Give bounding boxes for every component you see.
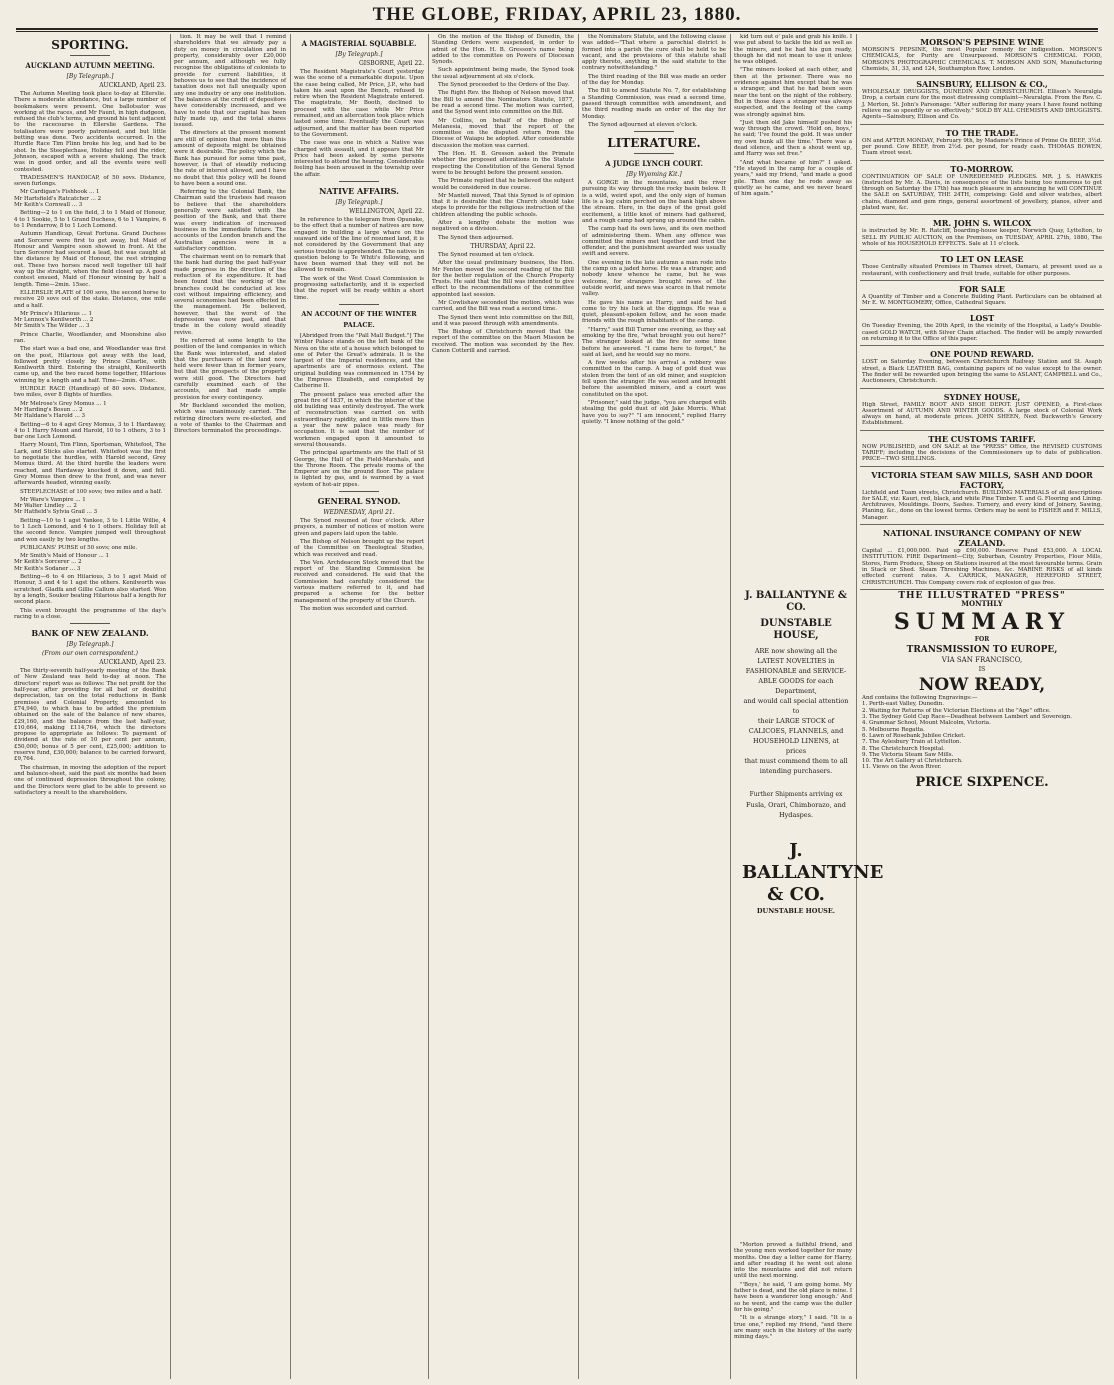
advert-title: TO-MORROW. xyxy=(950,163,1014,174)
advert-text: Capital ... £1,000,000. Paid up £90,000. Reserve Fund £53,000. A LOCAL INSTITUTION. FIRE Department—City, Suburban, Country Properties, Flour Mills, Stores, Farm Produce, Sheep on Stations insured at the most favourable terms. Grain in Stack or Shed. Steam Threshing Machines, &c. MARINE RISKS of all kinds effected current rates. A. CARRICK, MANAGER, HEREFORD STREET, CHRISTCHURCH. This Company covers risk of explosion of gas free. xyxy=(862,548,1102,586)
advert-line: ARE now showing all the xyxy=(754,647,838,655)
column-divider xyxy=(290,34,291,1379)
advert-line: HOUSEHOLD LINENS, at prices xyxy=(752,737,840,755)
rule xyxy=(634,153,674,154)
paragraph: On the motion of the Bishop of Dunedin, the Standing Orders were suspended, in order to admit of the Hon. H. B. Gresson's name being added to the committee on Powers of Diocesan Synods. xyxy=(432,34,576,66)
dateline: THURSDAY, April 22. xyxy=(470,242,536,250)
advert xyxy=(860,467,1104,525)
advert xyxy=(860,125,1104,161)
illustrated-press-advert xyxy=(860,590,1104,794)
advert xyxy=(860,310,1104,346)
paragraph: The Hon. H. B. Gresson asked the Primate whether the proposed alterations in the Statute respecting the Constitution of the General Synod were to be brought before the present session. xyxy=(432,151,576,176)
paragraph: Such appointment being made, the Synod took the usual adjournment at six o'clock. xyxy=(432,67,576,80)
paragraph: The start was a bad one, and Woodlander was first on the post, Hilarious got away with the lead, followed pretty closely by Prince Charlie, with Kenilworth third. Entering the straight, Kenilworth came up, and the two raced home together, Hilarious winning by a length and a half. Time—2min. 47sec. xyxy=(14,346,168,384)
paragraph: ELLERSLIE PLATE of 100 sovs, the second horse to receive 20 sovs out of the stake. Distance, one mile and a half. xyxy=(14,289,168,309)
advert xyxy=(860,346,1104,388)
paragraph: The third reading of the Bill was made an order of the day for Monday. xyxy=(582,73,728,87)
paragraph: Mr Prince's Hilarious ... 1 Mr Lennox's Kenilworth ... 2 Mr Smith's The Wilder ... 3 xyxy=(14,310,94,330)
paragraph: Betting—6 to 4 on Hilarious, 3 to 1 agst Maid of Honour, 3 and 4 to 1 agst the others. Kenilworth was scratched. Gladfa and Gillie Callum also started. Won by a length, Souker beating Hilarious half a length for second place. xyxy=(14,574,168,606)
paragraph: The Synod resumed at ten o'clock. xyxy=(438,251,535,258)
dateline: AUCKLAND, April 23. xyxy=(99,82,166,89)
column-news xyxy=(294,34,424,1379)
rule xyxy=(634,131,674,132)
paragraph: The Right Rev. the Bishop of Nelson moved that the Bill to amend the Nominators Statute, 1877, be read a second time. The motion was carried, and the Synod went into committee on the Bill. xyxy=(432,90,576,116)
advert-title: MORSON'S PEPSINE WINE xyxy=(920,37,1044,47)
paragraph: Mr Ware's Vampire ... 1 Mr Walter Lindley ... 2 Mr Hatfield's Sylvia Grail ... 3 xyxy=(14,496,98,516)
paragraph: The Autumn Meeting took place to-day at Ellerslie. There a moderate attendance, but a large number of bookmakers were present. One ballotsator was working at the races, and Mr Faunt, in high dudgeon, refused the club's terms, and ground his tent adjacent to the racecourse in Ellerslie Gardens. The totalisators were poorly patronised, and but little betting was done. Two accidents occurred. In the Hurdle Race Tim Flinn broke his leg, and had to be shot. In the Steeplechase, Holiday fell and the rider, Johnson, escaped with a severe shaking. The track was in good order, and all the events were well contested. xyxy=(14,91,168,173)
advert-title-large: SUMMARY xyxy=(893,609,1071,636)
advert-line: VIA SAN FRANCISCO, xyxy=(941,656,1023,665)
byline: [By Telegraph.] xyxy=(335,199,383,207)
article-body xyxy=(582,180,726,425)
article-heading: BANK OF NEW ZEALAND. xyxy=(31,628,149,639)
advert xyxy=(860,281,1104,311)
byline: [By Telegraph.] xyxy=(66,73,114,80)
article-body xyxy=(582,34,726,128)
paragraph: the Nominators Statute, and the following clause was added—"That where a parochial district is formed into a parish the cure shall be held to be vacant, and the provisions of this statute shall apply thereto, anything in the said statute to the contrary notwithstanding." xyxy=(582,34,728,72)
advert-title: THE ILLUSTRATED "PRESS" xyxy=(898,590,1066,601)
rule xyxy=(339,491,379,492)
advert xyxy=(860,34,1104,76)
advert-line: FASHIONABLE and SERVICE- xyxy=(745,667,847,675)
paragraph: Prince Charlie, Woodlander, and Moonshine also ran. xyxy=(14,331,168,344)
advert-footer: Further Shipments arriving ex xyxy=(749,791,843,798)
paragraph: One evening in the late autumn a man rode into the camp on a jaded horse. He was a stranger, and nobody knew whence he came, but he was welcome, for strangers brought news of the outside world, and news was scarce in that remote valley. xyxy=(582,259,728,298)
paragraph: tion. It may be well that I remind shareholders that we already pay a duty on money in circulation and in property, considerably over £20,000 per annum, and although we fully recognise the obligations of colonists to provide for current liabilities, it behoves us to see that the incidence of taxation does not fall unequally upon any one industry or any one institution. The balances at the credit of depositors have considerably increased, and we have to note that our capital has been fully made up, and the total shares issued. xyxy=(174,34,288,129)
column-literature xyxy=(582,34,726,1379)
paragraph: The chairman went on to remark that the bank had during the past half-year made progress in the direction of the reduction of its expenditure. It had been found that the working of the branches could be conducted at less cost without impairing efficiency, and several economies had been effected in the management. He believed, however, that the worst of the depression was now past, and that trade in the colony would steadily revive. xyxy=(174,254,288,336)
article-heading: AN ACCOUNT OF THE WINTER PALACE. xyxy=(301,309,417,329)
paragraph: Mr Smith's Maid of Honour ... 1 Mr Keith's Sorcerer ... 2 Mr Keith's Sodaner ... 3 xyxy=(14,553,109,572)
advert-text: CONTINUATION OF SALE OF UNREDEEMED PLEDGES. MR. J. S. HAWKES (instructed by Mr. A. Davis, in consequence of the lists being too numerous to get through on Saturday the 17th) has much pleasure in announcing he will CONTINUE the SALE on SATURDAY, THE 24TH, comprising: Gold and silver watches, albert chains, diamond and gem rings, general assortment of jewellery, pianos, silver and plated ware, &c. xyxy=(862,173,1102,212)
advertiser-name: J. BALLANTYNE & CO. xyxy=(745,590,847,613)
advert-title: SYDNEY HOUSE, xyxy=(943,391,1021,402)
paragraph: The motion was seconded and carried. xyxy=(300,605,408,612)
advert-line: LATEST NOVELTIES in xyxy=(757,657,835,665)
paragraph: The principal apartments are the Hall of St George, the Hall of the Field-Marshals, and the Throne Room. The private rooms of the Emperor are on the ground floor. The palace is lighted by gas, and is warmed by a vast system of hot-air pipes. xyxy=(294,450,426,488)
paragraph: A few weeks after his arrival a robbery was committed in the camp. A bag of gold dust was stolen from the tent of an old miner, and suspicion fell upon the stranger. He was seized and brought before the assembled miners, and a court was constituted on the spot. xyxy=(582,360,728,398)
price-label: PRICE SIXPENCE. xyxy=(915,774,1049,790)
paragraph: "And what became of him?" I asked. "He stayed in the camp for a couple of years," said my friend, "and made a good pile. Then one day he rode away as quietly as he came, and we never heard of him again." xyxy=(734,159,854,198)
advert xyxy=(860,389,1104,431)
advert-title: ONE POUND REWARD. xyxy=(930,349,1034,360)
column-advertisements xyxy=(860,34,1104,1379)
paragraph: The camp had its own laws, and its own method of administering them. When any offence was committed the miners met together and tried the offender, and the punishment awarded was usually swift and severe. xyxy=(582,226,728,258)
paragraph: The Bishop of Christchurch moved that the report of the committee on the Maori Mission be received. The motion was seconded by the Rev. Canon Cotterill and carried. xyxy=(432,329,576,355)
advert-line: FOR xyxy=(974,636,990,644)
paragraph: The case was one in which a Native was charged with assault, and it appears that Mr Price had been asked by some persons interested to attend the hearing. Considerable feeling has been aroused in the township over the affair. xyxy=(294,140,426,178)
paragraph: TRADESMEN'S HANDICAP, of 50 sovs. Distance, seven furlongs. xyxy=(14,174,168,188)
paragraph: The chairman, in moving the adoption of the report and balance-sheet, said the past six months had been one of continued depression throughout the colony, and the Directors were glad to be able to present so satisfactory a result to the shareholders. xyxy=(14,764,168,796)
paragraph: After the usual preliminary business, the Hon. Mr Fenton moved the second reading of the Bill for the better regulation of the Church Property Trusts. He said that the Bill was intended to give effect to the recommendations of the committee appointed last session. xyxy=(432,260,576,298)
advert-footer: Fusla, Orari, Chimborazo, and xyxy=(746,801,846,809)
rule xyxy=(70,55,110,56)
now-ready-heading: NOW READY, xyxy=(918,675,1046,696)
dateline: WEDNESDAY, April 21. xyxy=(323,509,395,517)
column-divider xyxy=(428,34,429,1379)
advert-list xyxy=(860,34,1104,590)
paragraph: Betting—2 to 1 on the field, 3 to 1 Maid of Honour, 4 to 1 Sookie, 5 to 1 Grand Duchess, 6 to 1 Vampire, 6 to 1 Pendarrow, 8 to 1 Loch Lomond. xyxy=(14,210,168,229)
paragraph: Mr Buckland seconded the motion, which was unanimously carried. The retiring directors were re-elected, and a vote of thanks to the Chairman and Directors terminated the proceedings. xyxy=(174,402,288,435)
advert-line: IS xyxy=(978,666,986,674)
article-heading: A JUDGE LYNCH COURT. xyxy=(605,159,703,169)
byline: (From our own correspondent.) xyxy=(42,650,138,658)
paragraph: Mr Cardigan's Fishhook ... 1 Mr Hartsfield's Ratcatcher ... 2 Mr Keith's Cornwall ... 3 xyxy=(14,189,102,209)
byline: [By Telegraph.] xyxy=(335,51,383,58)
advertiser-name-large: J. BALLANTYNE & CO. xyxy=(742,840,884,905)
paragraph: The Bishop of Nelson brought up the report of the Committee on Theological Studies, which was received and read. xyxy=(294,538,426,558)
article-body xyxy=(174,34,286,434)
advert-title: THE CUSTOMS TARIFF. xyxy=(928,433,1036,444)
paragraph: "Just then old Jake himself pushed his way through the crowd. 'Hold on, boys,' he said; 'I've found the gold. It was under my own bunk all the time.' There was a dead silence, and then a shout went up, and Harry was set free." xyxy=(734,119,854,158)
advertiser-house: DUNSTABLE HOUSE, xyxy=(760,618,832,641)
byline: [By Wyoming Kit.] xyxy=(626,171,682,179)
advert-footer: DUNSTABLE HOUSE. xyxy=(756,907,836,915)
article-body xyxy=(734,34,852,582)
paragraph: The Primate replied that he believed the subject would be considered in due course. xyxy=(432,178,576,191)
paragraph: Harry Mount, Tim Flinn, Sportsman, Whitefoot, The Lark, and Sticks also started. Whitefoot was the first to negotiate the hurdles, with Harold second, Grey Momus third. At the third hurdle the leaders were reached, and Hardaway knocked it down, and fell. Grey Momus then drew to the front, and was never afterwards headed, winning easily. xyxy=(14,442,168,487)
advert-line: CALICOES, FLANNELS, and xyxy=(748,727,844,735)
byline: [By Telegraph.] xyxy=(66,641,114,649)
dateline: AUCKLAND, April 23. xyxy=(99,659,166,667)
article-body xyxy=(294,518,424,612)
advert-title: LOST xyxy=(969,313,995,324)
advert-text: Those Centrally situated Premises in Thames street, Oamaru, at present used as a restaurant, with confectionery and fruit trade, suitable for other purposes. xyxy=(862,264,1102,277)
article-heading: AUCKLAND AUTUMN MEETING. xyxy=(25,61,155,70)
rule xyxy=(70,623,110,624)
article-body xyxy=(294,333,424,488)
paragraph: The Ven. Archdeacon Stock moved that the report of the Standing Commission be received and considered. He said that the Commission had carefully considered the various matters referred to it, and had prepared a scheme for the better management of the property of the Church. xyxy=(294,559,426,604)
advert-title: SAINSBURY, ELLISON & CO., xyxy=(916,79,1048,90)
advert-text: WHOLESALE DRUGGISTS, DUNEDIN AND CHRISTCHURCH. Ellison's Neuralgia Drop, a certain cure for the most distressing complaint—Neuralgia. From the Rev. C. J. Merton, St. John's Parsonage: "After suffering for many years I have found nothing relieve me so speedily or so effectively." SOLD BY ALL CHEMISTS AND DRUGGISTS. Agents—Sainsbury, Ellison and Co. xyxy=(862,89,1102,121)
paragraph: [Abridged from the "Pall Mall Budget."] The Winter Palace stands on the left bank of the Neva on the site of a house which belonged to one of Peter the Great's admirals. It is the largest of the Imperial residences, and the apartments are of enormous extent. The original building was commenced in 1754 by the Empress Elizabeth, and completed by Catherine II. xyxy=(294,332,426,390)
paragraph: "The miners looked at each other, and then at the prisoner. There was no evidence against him except that he was a stranger, and that he had been seen near the tent on the night of the robbery. But in those days a stranger was always suspected, and the feeling of the camp was strongly against him. xyxy=(734,67,854,118)
column-bank-continued xyxy=(174,34,286,1379)
paragraph: Referring to the Colonial Bank, the Chairman said the trustees had reason to believe that the shareholders generally were satisfied with the position of the Bank, and that there was every indication of increased business in the immediate future. The accounts of the London branch and the Australian agencies were in a satisfactory condition. xyxy=(174,189,288,252)
advert-title: NATIONAL INSURANCE COMPANY OF NEW ZEALAND. xyxy=(882,528,1082,549)
paragraph: The directors at the present moment are still of opinion that more than this amount of deposits might be obtained were it desirable. The policy which the Bank has pursued for some time past, however, is that of steadily reducing the rate of interest allowed, and I have no doubt that this policy will be found to have been a sound one. xyxy=(174,130,288,187)
column-divider xyxy=(578,34,579,1379)
paragraph: Mr Mantell moved, That this Synod is of opinion that it is desirable that the Church should take steps to provide for the religious instruction of the children attending the public schools. xyxy=(432,192,576,218)
advert-footer: Hydaspes. xyxy=(778,811,814,819)
advert xyxy=(860,525,1104,590)
paragraph: The Synod adjourned at eleven o'clock. xyxy=(588,121,698,128)
advert xyxy=(860,431,1104,467)
paragraph: Mr Melrose's Grey Momus ... 1 Mr Harding's Bosun ... 2 Mr Haldane's Harold ... 3 xyxy=(14,400,107,420)
advert-line: that must commend them to all xyxy=(744,757,848,765)
advert-text: A Quantity of Timber and a Concrete Building Plant. Particulars can be obtained at Mr E. W. MONTGOMERY, Office, Cathedral Square. xyxy=(862,293,1102,307)
paragraph: He referred at some length to the position of the land companies in which the Bank was interested, and stated that the purchasers of the land now held were fewer than in former years, but that the prospects of the property were still good. The Directors had carefully examined each of the accounts, and had made ample provision for every contingency. xyxy=(174,337,288,401)
paragraph: After a lengthy debate the motion was negatived on a division. xyxy=(432,220,576,233)
column-synod xyxy=(432,34,574,1379)
article-heading: GENERAL SYNOD. xyxy=(317,496,401,507)
paragraph: In reference to the telegram from Opunake, to the effect that a number of natives are now engaged in building a large whare on the seaward side of the line of resumed land, it is not considered by the Government that any serious trouble is apprehended. The natives in question belong to Te Whiti's following, and have been warned that they will not be allowed to remain. xyxy=(294,217,426,274)
paragraph: "'Boys,' he said, 'I am going home. My father is dead, and the old place is mine. I have been a wanderer long enough.' And so he went, and the camp was the duller for his going." xyxy=(734,1281,854,1313)
dateline: WELLINGTON, April 22. xyxy=(349,208,424,216)
paragraph: The Synod then went into committee on the Bill, and it was passed through with amendments. xyxy=(432,314,576,327)
paragraph: kid turn out o' pale and grab his knife. I was put about to tackle the kid as well as the miners, and he had his gun ready, though he did not mean to use it unless he was obliged. xyxy=(734,34,854,66)
section-title-literature: LITERATURE. xyxy=(607,136,701,151)
advert-text: High Street, FAMILY BOOT AND SHOE DEPOT. JUST OPENED, a First-class Assortment of AUTUMN AND WINTER GOODS. A large stock of Colonial Work always on hand, at moderate prices. JOHN SHEEN, Next Buckworth's Grocery Establishment. xyxy=(862,401,1102,427)
advert-text: is instructed by Mr. R. Ratcliff, boarding-house keeper, Norwich Quay, Lyttelton, to SELL BY PUBLIC AUCTION, on the Premises, on TUESDAY, APRIL 27th, 1880, The whole of his HOUSEHOLD EFFECTS. Sale at 11 o'clock. xyxy=(862,228,1102,247)
advert-line: intending purchasers. xyxy=(759,767,833,775)
advert-text: On Tuesday Evening, the 20th April, in the vicinity of the Hospital, a Lady's Double-cased GOLD WATCH, with Silver Chain attached. The finder will be amply rewarded on returning it to the Office of this paper. xyxy=(862,323,1102,343)
column-divider xyxy=(730,34,731,1379)
advert-text: NOW PUBLISHED, and ON SALE at the "PRESS" Office, the REVISED CUSTOMS TARIFF; including the decisions of the Commissioners up to date of publication. PRICE—TWO SHILLINGS. xyxy=(862,443,1102,463)
column-divider xyxy=(170,34,171,1379)
article-body xyxy=(14,91,166,620)
advert xyxy=(860,251,1104,281)
advert-line: ABLE GOODS for each Department, xyxy=(758,677,834,695)
paragraph: "Harry," said Bill Turner one evening, as they sat smoking by the fire, "what brought you out here?" The stranger looked at the fire for some time before he answered. "I came here to forget," he said at last, and he would say no more. xyxy=(582,326,728,358)
paragraph: STEEPLECHASE of 100 sovs; two miles and a half. xyxy=(20,488,163,495)
advert xyxy=(860,161,1104,216)
paragraph: This event brought the programme of the day's racing to a close. xyxy=(14,607,168,620)
rule xyxy=(339,181,379,182)
advert-text: LOST on Saturday Evening, between Christchurch Railway Station and St. Asaph street, a Black LEATHER BAG, containing papers of no value except to the owner. The finder will be rewarded upon bringing the same to ASLANT, CAMPBELL and Co., Auctioneers, Christchurch. xyxy=(862,359,1102,385)
advert-title: VICTORIA STEAM SAW MILLS, SASH AND DOOR FACTORY, xyxy=(871,469,1093,490)
paragraph: "Prisoner," said the judge, "you are charged with stealing the gold dust of old Jake Morris. What have you to say?" "I am innocent," replied Harry quietly. "I know nothing of the gold." xyxy=(582,399,728,425)
dateline: GISBORNE, April 22. xyxy=(358,60,424,67)
article-body xyxy=(432,34,574,241)
advert xyxy=(860,215,1104,251)
paragraph: The thirty-seventh half-yearly meeting of the Bank of New Zealand was held to-day at noon. The directors' report was as follows: The net profit for the half-year, after providing for all bad or doubtful depreciation, tax on the total reductions in Bank premises and Colonial Property, amounted to £74,940, to which has to be added the premium obtained on the sale of the balance of new shares, £29,160, and the balance from the last half-year, £10,664, making £114,764, which the directors propose to appropriate as follows: To payment of dividend at the rate of 10 per cent per annum, £50,000; bonus of 5 per cent, £25,000; addition to reserve fund, £30,000; balance to be carried forward, £9,764. xyxy=(14,668,168,763)
advert-line: and would call special attention to xyxy=(743,697,849,715)
article-heading: A MAGISTERIAL SQUABBLE. xyxy=(301,39,417,48)
paragraph: He gave his name as Harry, and said he had come to try his luck at the diggings. He was a quiet, pleasant-spoken fellow, and he soon made friends with the rough inhabitants of the camp. xyxy=(582,299,728,325)
article-body xyxy=(294,217,424,301)
paragraph: The Synod then adjourned. xyxy=(438,234,514,241)
section-title-sporting: SPORTING. xyxy=(51,38,129,52)
paragraph: "Morton proved a faithful friend, and the young men worked together for many months. One day a letter came for Harry, and after reading it he went out alone into the mountains and did not return until the next morning. xyxy=(734,1242,854,1280)
advert-line: TRANSMISSION TO EUROPE, xyxy=(906,645,1058,656)
paragraph: "It is a strange story," I said. "It is a true one," replied my friend, "and there are many such in the history of the early mining days." xyxy=(734,1315,854,1341)
paragraph: The Bill to amend Statute No. 7, for establishing a Standing Commission, was read a second time, passed through committee with amendment, and the third reading made an order of the day for Monday. xyxy=(582,88,728,120)
paragraph: A GORGE in the mountains, and the river pursuing its way through the rocky basin below. It is a wild, weird spot, and the only sign of human life is a log cabin perched on the bank high above the stream. Here, in the days of the great gold excitement, a little knot of miners had gathered, and a rough camp had sprung up around the cabin. xyxy=(582,180,728,224)
paragraph: HURDLE RACE (Handicap) of 80 sovs. Distance, two miles, over 8 flights of hurdles. xyxy=(14,386,168,399)
article-body xyxy=(432,252,574,354)
advert-line: MONTHLY xyxy=(961,599,1003,609)
ballantyne-advert xyxy=(742,590,884,916)
paragraph: Mr Collins, on behalf of the Bishop of Melanesia, moved that the report of the committee on the disputed return from the Diocese of Waiapu be adopted. After considerable discussion the motion was carried. xyxy=(432,117,576,149)
engravings-list: And contains the following Engravings:— 1. Perth-east Valley, Dunedin. 2. Waiting for Returns of the Victorian Elections at the "Age" office. 3. The Sydney Gold Cup Race—Deadheat between Lambert and Sovereign. 4. Grammar School, Mount Malcolm, Victoria. 5. Melbourne Regatta. 6. Lawn of Rosebank Jubilee Cricket. 7. The Aylesbury Train at Lyttelton. 8. The Christchurch Hospital. 9. The Victoria Steam Saw Mills. 10. The Art Gallery at Christchurch. 11. Views on the Avon River. xyxy=(862,695,1072,771)
article-body xyxy=(734,1242,852,1340)
advert-text: ON and AFTER MONDAY, February 9th, by Madame's Prince of Prime Ox BEEF, 3½d. per pound. Cow BEEF, from 2½d. per pound, for ready cash. THOMAS BOWEN, Tuam street west. xyxy=(862,137,1102,157)
paragraph: Autumn Handicap, Great Fortuna. Grand Duchess and Sorcerer were first to get away, but Maid of Honour and Vampire soon showed in front. At the turn Sorcerer had secured a lead, but was caught at the distance by Maid of Honour, the rest stringing out. These two horses raced well together till half way up the straight, when the field closed up. A good contest ensued, Maid of Honour winning by half a length. Time—2min. 15sec. xyxy=(14,231,168,288)
article-body xyxy=(14,668,166,796)
paragraph: Betting—6 to 4 agst Grey Momus, 3 to 1 Hardaway, 4 to 1 Harry Mount and Harold, 10 to 1 others, 3 to 1 bar one Loch Lomond. xyxy=(14,421,168,441)
advert-title: MR. JOHN S. WILCOX xyxy=(932,218,1032,229)
paragraph: The Synod resumed at four o'clock. After prayers, a number of notices of motion were given and papers laid upon the table. xyxy=(294,518,426,537)
column-divider xyxy=(856,34,857,1379)
advert-title: FOR SALE xyxy=(959,283,1005,294)
paragraph: Mr Cowlishaw seconded the motion, which was carried, and the Bill was read a second time. xyxy=(432,299,576,313)
advert-line: their LARGE STOCK of xyxy=(757,717,835,725)
rule xyxy=(339,304,379,305)
column-sporting xyxy=(14,34,166,1379)
paragraph: The Resident Magistrate's Court yesterday was the scene of a remarkable dispute. Upon the case being called, Mr Price, J.P., who had taken his seat upon the Bench, refused to retire when the Resident Magistrate entered. The magistrate, Mr Booth, declined to proceed with the case while Mr Price remained, and an altercation took place which lasted some time. Eventually the Court was adjourned, and the matter has been reported to the Government. xyxy=(294,69,426,138)
paragraph: The Synod proceeded to the Orders of the Day. xyxy=(438,82,570,89)
masthead-rule xyxy=(16,28,1098,32)
article-heading: NATIVE AFFAIRS. xyxy=(319,186,399,197)
paragraph: Betting—10 to 1 agst Yankee, 3 to 1 Little Willie, 4 to 1 Loch Lomond, and 4 to 1 others. Holiday fell at the second fence. Vampire jumped well throughout and won easily by two lengths. xyxy=(14,517,168,543)
advert-title: TO LET ON LEASE xyxy=(940,254,1024,265)
paragraph: PUBLICANS' PURSE of 50 sovs; one mile. xyxy=(20,544,138,551)
advert xyxy=(860,76,1104,124)
paragraph: The work of the West Coast Commission is progressing satisfactorily, and it is expected that the report will be ready within a short time. xyxy=(294,275,426,301)
advert-text: Lichfield and Tuam streets, Christchurch. BUILDING MATERIALS of all descriptions for SALE, viz: Kauri, red, black, and white Pine Timber. T. and G. Flooring and Lining. Architraves, Mouldings. Doors, Sashes. Turnery, and every kind of Joinery, Sawing, Planing, &c., done on the lowest terms. Orders may be sent to FISHER and F. MILLS, Manager. xyxy=(862,489,1102,521)
advert-text: MORSON'S PEPSINE, the most Popular remedy for indigestion. MORSON'S CHEMICALS, for Purity are Unsurpassed. MORSON'S CHEMICAL FOOD, MORSON'S PHOTOGRAPHIC CHEMICALS. T. MORSON AND SON, Manufacturing Chemists, 31, 33, and 124, Southampton Row, London. xyxy=(862,47,1102,72)
masthead: THE GLOBE, FRIDAY, APRIL 23, 1880. xyxy=(372,4,742,25)
article-body xyxy=(294,69,424,178)
advert-title: TO THE TRADE. xyxy=(945,127,1019,138)
paragraph: The present palace was erected after the great fire of 1837, in which the interior of the old building was entirely destroyed. The work of reconstruction was carried on with extraordinary rapidity, and in little more than a year the new palace was ready for occupation. It is said that the number of workmen engaged upon it amounted to several thousands. xyxy=(294,391,426,448)
